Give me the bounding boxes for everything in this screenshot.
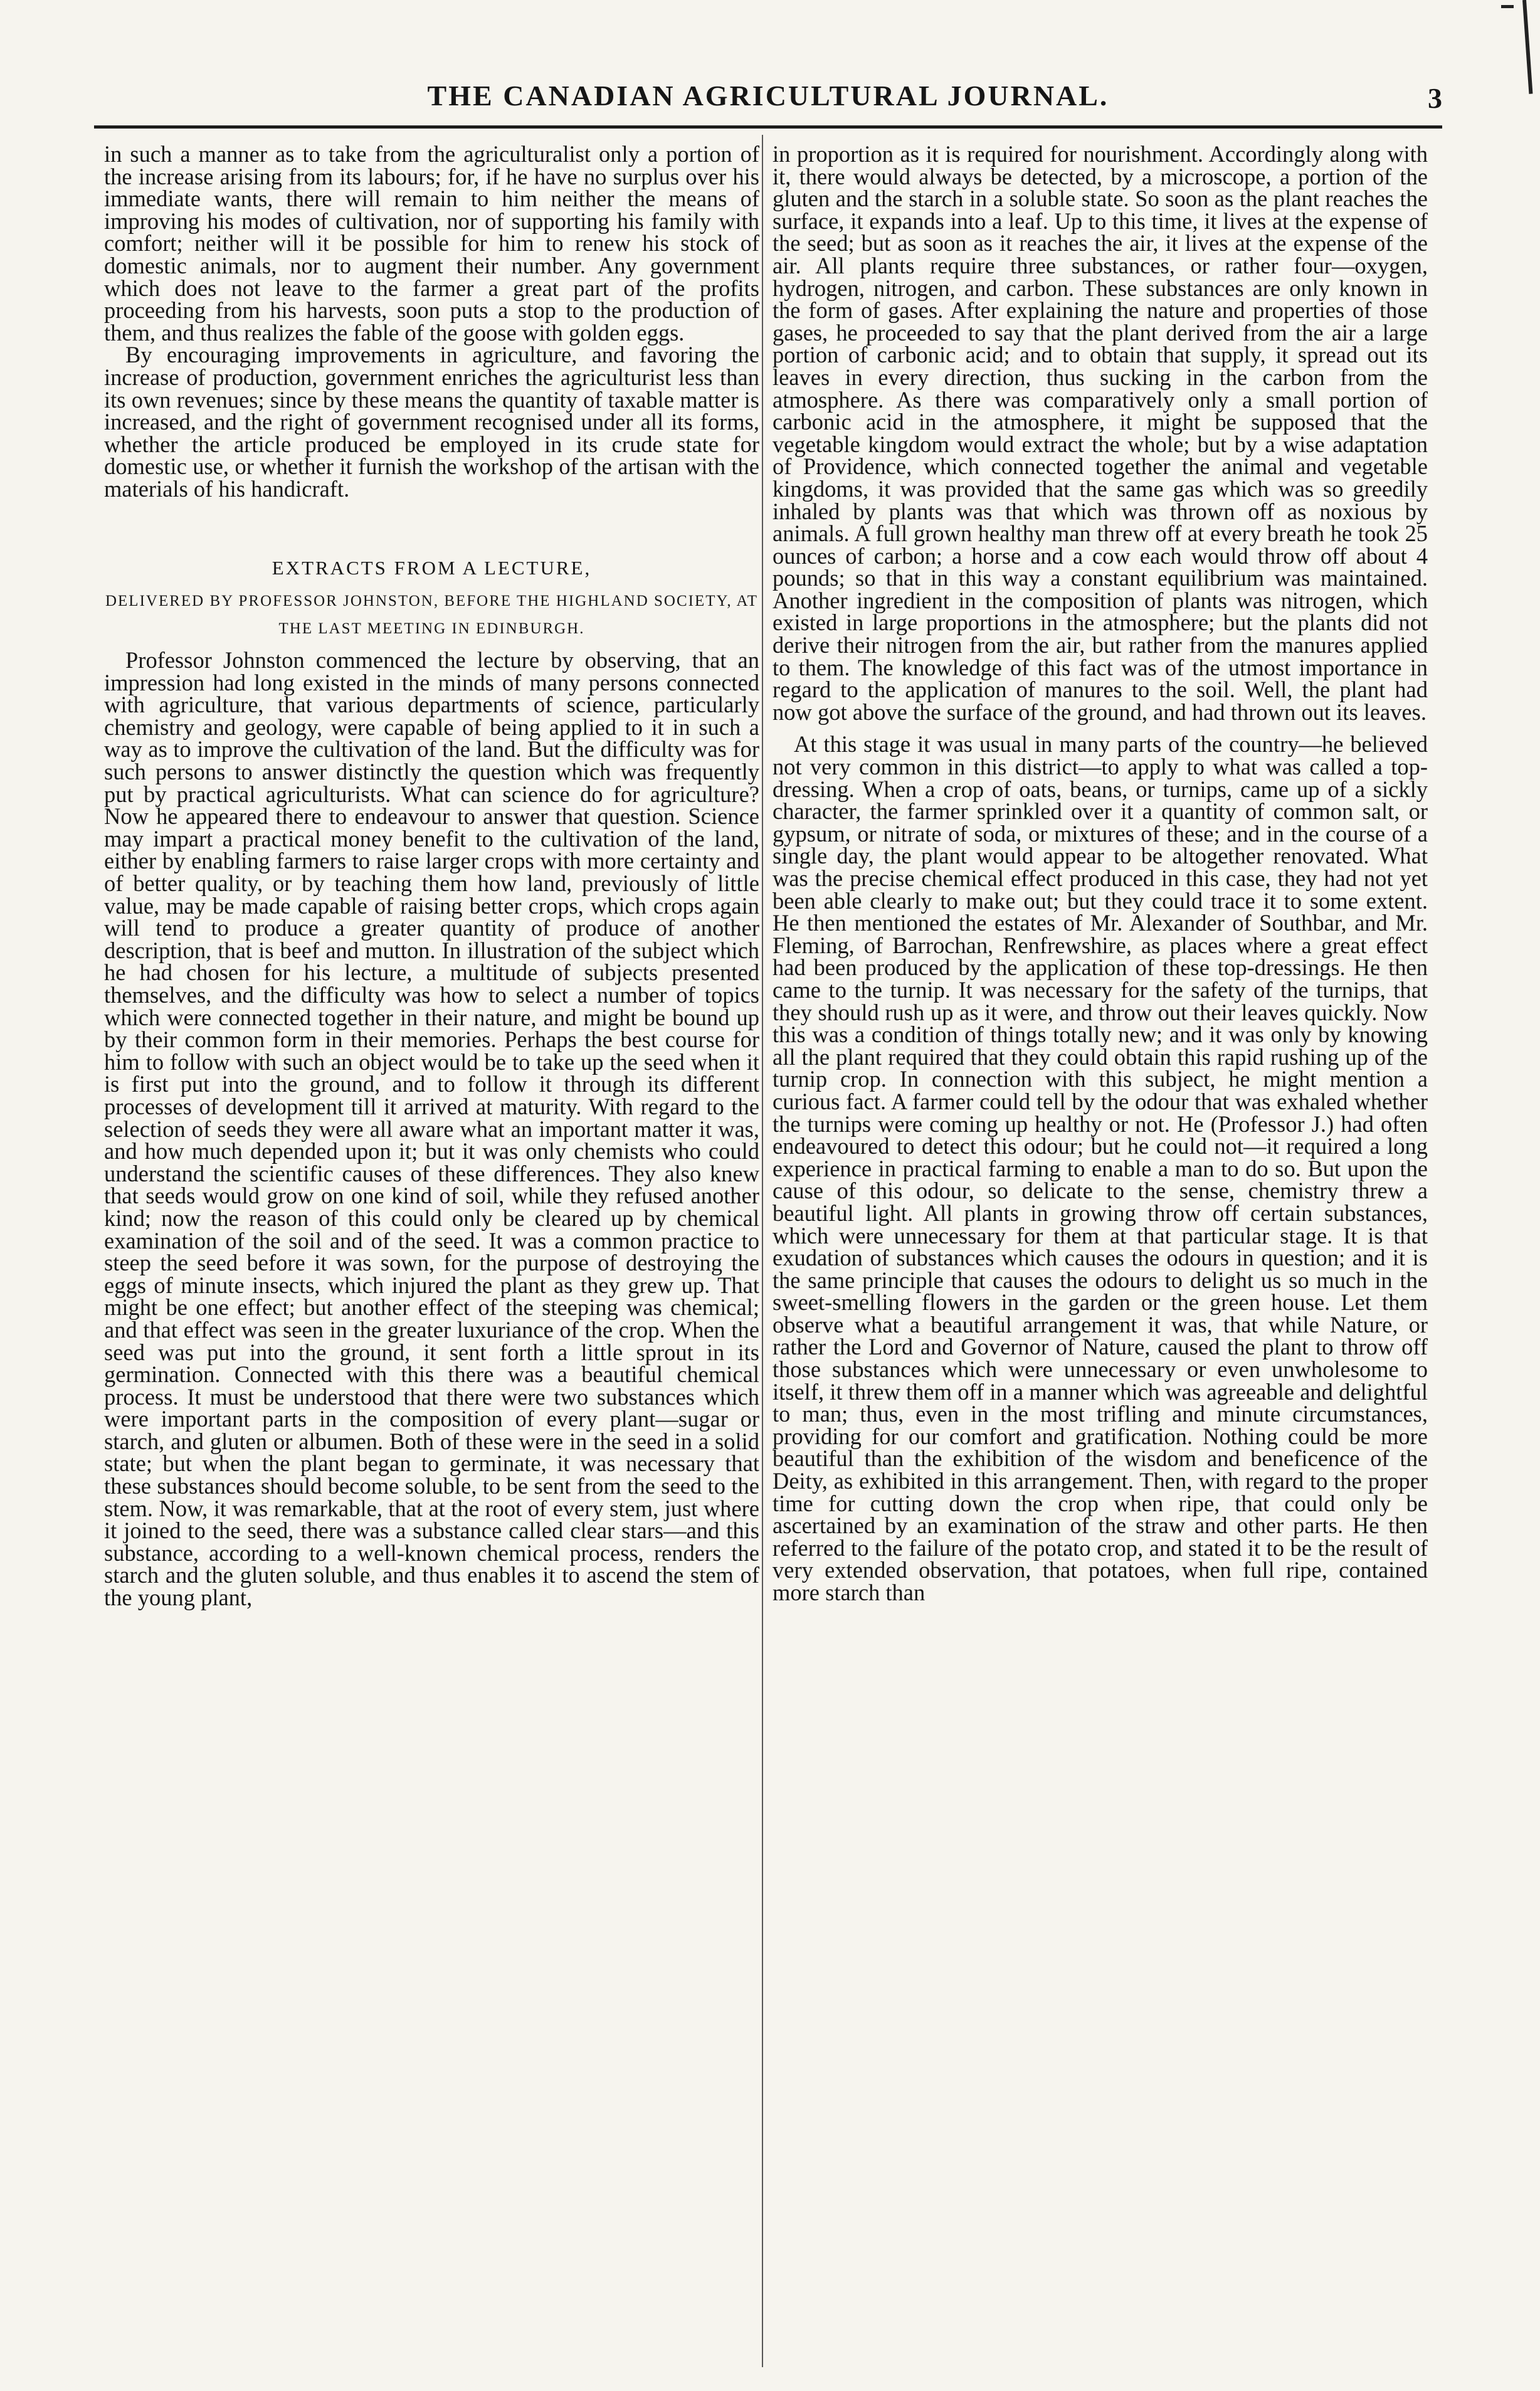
extract-subtitle: DELIVERED BY PROFESSOR JOHNSTON, BEFORE THE HIGHLAND SOCIETY, AT THE LAST MEETING IN EDINBURGH. xyxy=(105,593,759,638)
left-column xyxy=(104,143,759,1609)
right-column xyxy=(773,143,1428,1604)
page-edge-mark xyxy=(1522,0,1532,94)
right-paragraph-2: At this stage it was usual in many parts of the country—he believed not very common in this district—to apply to what was called a top-dressing. When a crop of oats, beans, or turnips, came up of a sickly character, the farmer sprinkled over it a quantity of common salt, or gypsum, or nitrate of soda, or mixtures of these; and in the course of a single day, the plant would appear to be altogether renovated. What was the precise chemical effect produced in this case, they had not yet been able clearly to make out; but they could trace it to some extent. He then mentioned the estates of Mr. Alexander of Southbar, and Mr. Fleming, of Barrochan, Renfrewshire, as places where a great effect had been produced by the application of these top-dressings. He then came to the turnip. It was necessary for the safety of the turnips, that they should rush up as it were, and throw out their leaves quickly. Now this was a condition of things totally new; and it was only by knowing all the plant required that they could obtain this rapid rushing up of the turnip crop. In connection with this subject, he might mention a curious fact. A farmer could tell by the odour that was exhaled whether the turnips were coming up healthy or not. He (Professor J.) had often endeavoured to detect this odour; but he could not—it required a long experience in practical farming to enable a man to do so. But upon the cause of this odour, so delicate to the sense, chemistry threw a beautiful light. All plants in growing throw off certain substances, which were unnecessary for them at that particular stage. It is that exudation of substances which causes the odours in question; and it is the same principle that causes the odours to delight us so much in the sweet-smelling flowers in the garden or the green house. Let them observe what a beautiful arrangement it was, that while Nature, or rather the Lord and Governor of Nature, caused the plant to throw off those substances which were unnecessary or even unwholesome to itself, it threw them off in a manner which was agreeable and delightful to man; thus, even in the most trifling and minute circumstances, providing for our comfort and gratification. Nothing could be more beautiful than the exhibition of the wisdom and beneficence of the Deity, as exhibited in this arrangement. Then, with regard to the proper time for cutting down the crop when ripe, that could only be ascertained by an examination of the straw and other parts. He then referred to the failure of the potato crop, and stated it to be the result of very extended observation, that potatoes, when full ripe, contained more starch than xyxy=(773,731,1428,1605)
page-number: 3 xyxy=(1428,82,1442,114)
left-paragraph-2: By encouraging improvements in agriculture, and favoring the increase of production, government enriches the agriculturist less than its own revenues; since by these means the quantity of taxable matter is increased, and the right of government recognised under all its forms, whether the article produced be employed in its crude state for domestic use, or whether it furnish the workshop of the artisan with the materials of his handicraft. xyxy=(104,342,759,502)
column-divider xyxy=(762,135,763,2367)
left-paragraph-3: Professor Johnston commenced the lecture by observing, that an impression had long existed in the minds of many persons connected with agriculture, that various departments of science, particularly chemistry and geology, were capable of being applied to it in such a way as to improve the cultivation of the land. But the difficulty was for such persons to answer distinctly the question which was frequently put by practical agriculturists. What can science do for agriculture? Now he appeared there to endeavour to answer that question. Science may impart a practical money benefit to the cultivation of the land, either by enabling farmers to raise larger crops with more certainty and of better quality, or by teaching them how land, previously of little value, may be made capable of raising better crops, which crops again will tend to produce a greater quantity of produce of another description, that is beef and mutton. In illustration of the subject which he had chosen for his lecture, a multitude of subjects presented themselves, and the difficulty was how to select a number of topics which were connected together in their nature, and might be bound up by their common form in their memories. Perhaps the best course for him to follow with such an object would be to take up the seed when it is first put into the ground, and to follow it through its different processes of development till it arrived at maturity. With regard to the selection of seeds they were all aware what an important matter it was, and how much depended upon it; but it was only chemists who could understand the scientific causes of these differences. They also knew that seeds would grow on one kind of soil, while they refused another kind; now the reason of this could only be cleared up by chemical examination of the soil and of the seed. It was a common practice to steep the seed before it was sown, for the purpose of destroying the eggs of minute insects, which injured the plant as they grew up. That might be one effect; but another effect of the steeping was chemical; and that effect was seen in the greater luxuriance of the crop. When the seed was put into the ground, it sent forth a little sprout in its germination. Connected with this there was a beautiful chemical process. It must be understood that there were two substances which were important parts in the composition of every plant—sugar or starch, and gluten or albumen. Both of these were in the seed in a solid state; but when the plant began to germinate, it was necessary that these substances should become soluble, to be sent from the seed to the stem. Now, it was remarkable, that at the root of every stem, just where it joined to the seed, there was a substance called clear stars—and this substance, according to a well-known chemical process, renders the starch and the gluten soluble, and thus enables it to ascend the stem of the young plant, xyxy=(104,647,759,1611)
left-paragraph-1: in such a manner as to take from the agriculturalist only a portion of the increase arising from its labours; for, if he have no surplus over his immediate wants, there will remain to him neither the means of improving his modes of cultivation, nor of supporting his family with comfort; neither will it be possible for him to renew his stock of domestic animals, nor to augment their number. Any government which does not leave to the farmer a great part of the profits proceeding from his harvests, soon puts a stop to the production of them, and thus realizes the fable of the goose with golden eggs. xyxy=(104,141,759,346)
right-paragraph-1: in proportion as it is required for nourishment. Accordingly along with it, there would always be detected, by a microscope, a portion of the gluten and the starch in a soluble state. So soon as the plant reaches the surface, it expands into a leaf. Up to this time, it lives at the expense of the seed; but as soon as it reaches the air, it lives at the expense of the air. All plants require three substances, or rather four—oxygen, hydrogen, nitrogen, and carbon. These substances are only known in the form of gases. After explaining the nature and properties of those gases, he proceeded to say that the plant derived from the air a large portion of carbonic acid; and to obtain that supply, it spread out its leaves in every direction, thus sucking in the carbon from the atmosphere. As there was comparatively only a small portion of carbonic acid in the atmosphere, it might be supposed that the vegetable kingdom would extract the whole; but by a wise adaptation of Providence, which connected together the animal and vegetable kingdoms, it was provided that the same gas which was so greedily inhaled by plants was that which was thrown off as noxious by animals. A full grown healthy man threw off at every breath he took 25 ounces of carbon; a horse and a cow each would throw off about 4 pounds; so that in this way a constant equilibrium was maintained. Another ingredient in the composition of plants was nitrogen, which existed in large proportions in the atmosphere; but the plants did not derive their nitrogen from the air, but rather from the manures applied to them. The knowledge of this fact was of the utmost importance in regard to the application of manures to the soil. Well, the plant had now got above the surface of the ground, and had thrown out its leaves. xyxy=(773,141,1428,725)
page-edge-tick xyxy=(1501,5,1514,8)
page-header xyxy=(94,74,1442,124)
running-title: THE CANADIAN AGRICULTURAL JOURNAL. xyxy=(427,80,1109,112)
extract-title: EXTRACTS FROM A LECTURE, xyxy=(272,556,592,579)
header-rule xyxy=(94,125,1442,129)
